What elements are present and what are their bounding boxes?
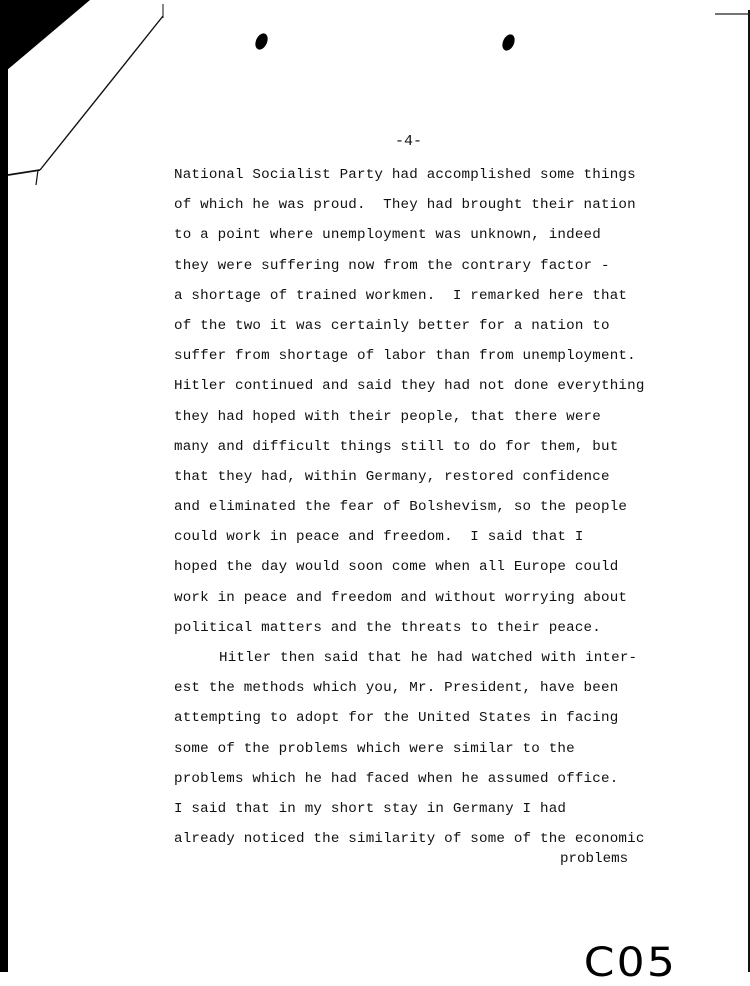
catchword: problems — [560, 851, 629, 867]
paragraph-start-line: Hitler then said that he had watched with inter- — [219, 650, 638, 666]
text-line: that they had, within Germany, restored confidence — [174, 468, 610, 485]
text-line: many and difficult things still to do for them, but — [174, 438, 619, 455]
text-line: they were suffering now from the contrary factor - — [174, 257, 610, 274]
text-line: suffer from shortage of labor than from unemployment. — [174, 348, 636, 365]
text-line: to a point where unemployment was unknown, indeed — [174, 227, 601, 244]
text-line: work in peace and freedom and without worrying about — [174, 589, 628, 606]
text-line: attempting to adopt for the United States in facing — [174, 710, 619, 727]
text-line: I said that in my short stay in Germany I had — [174, 800, 567, 817]
text-line: some of the problems which were similar to the — [174, 740, 575, 757]
text-line: est the methods which you, Mr. President, have been — [174, 680, 619, 697]
page-number: -4- — [395, 133, 423, 150]
text-line: National Socialist Party had accomplished some things — [174, 167, 636, 183]
text-line: and eliminated the fear of Bolshevism, so the people — [174, 499, 628, 516]
text-line: of which he was proud. They had brought their nation — [174, 197, 636, 214]
text-line: could work in peace and freedom. I said that I — [174, 529, 584, 546]
text-line: problems which he had faced when he assumed office. — [174, 770, 619, 787]
text-line: political matters and the threats to their peace. — [174, 619, 601, 636]
text-line: already noticed the similarity of some of the economic — [174, 831, 645, 848]
text-line: a shortage of trained workmen. I remarked here that — [174, 287, 628, 304]
body-text — [174, 160, 694, 854]
handwritten-mark: C05 — [583, 940, 678, 986]
text-line: they had hoped with their people, that there were — [174, 408, 601, 425]
text-line: Hitler continued and said they had not done everything — [174, 378, 645, 395]
text-line: hoped the day would soon come when all Europe could — [174, 559, 619, 576]
text-line: of the two it was certainly better for a nation to — [174, 317, 610, 334]
